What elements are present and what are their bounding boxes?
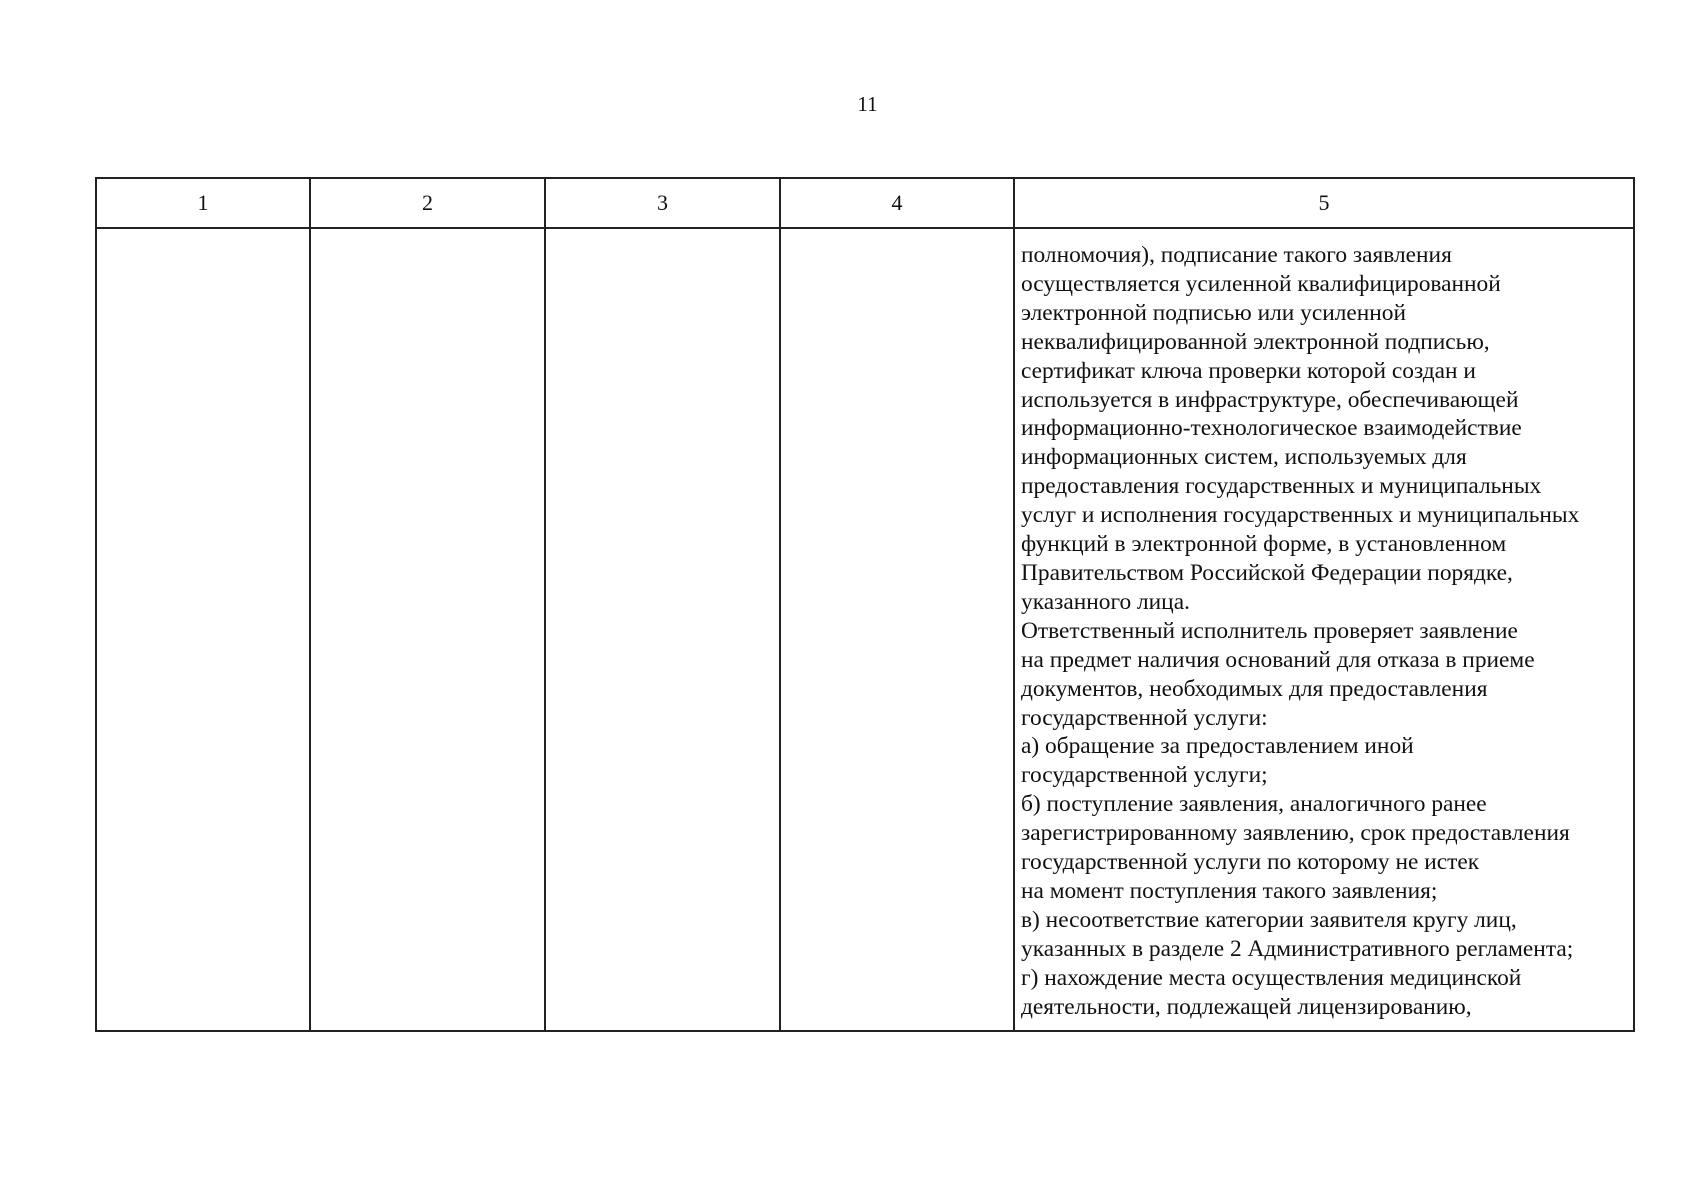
column-header-2: 2 — [310, 178, 545, 228]
text-line: в) несоответствие категории заявителя кругу лиц, — [1021, 906, 1517, 933]
table-cell-5 — [1014, 228, 1634, 1031]
text-line: б) поступление заявления, аналогичного ранее — [1021, 791, 1487, 818]
text-line: деятельности, подлежащей лицензированию, — [1021, 993, 1472, 1020]
table-cell-1 — [96, 228, 310, 1031]
regulation-table — [95, 177, 1635, 1032]
text-line: а) обращение за предоставлением иной — [1021, 733, 1414, 760]
text-line: электронной подписью или усиленной — [1021, 299, 1407, 326]
text-line: используется в инфраструктуре, обеспечивающей — [1021, 386, 1519, 413]
text-line: информационно-технологическое взаимодействие — [1021, 415, 1522, 442]
text-line: информационных систем, используемых для — [1021, 444, 1467, 471]
text-line: предоставления государственных и муниципальных — [1021, 473, 1542, 500]
column-header-4: 4 — [780, 178, 1014, 228]
text-line: осуществляется усиленной квалифицированной — [1021, 270, 1501, 297]
text-line: государственной услуги; — [1021, 762, 1268, 789]
text-line: на предмет наличия оснований для отказа в приеме — [1021, 646, 1535, 673]
text-line: на момент поступления такого заявления; — [1021, 877, 1438, 904]
text-line: документов, необходимых для предоставления — [1021, 675, 1488, 702]
table-cell-4 — [780, 228, 1014, 1031]
text-line: неквалифицированной электронной подписью, — [1021, 328, 1490, 355]
table-header-row — [96, 178, 1634, 228]
text-line: Ответственный исполнитель проверяет заявление — [1021, 617, 1518, 644]
cell-5-text — [1015, 229, 1633, 1021]
text-line: г) нахождение места осуществления медицинской — [1021, 964, 1522, 991]
column-header-3: 3 — [545, 178, 780, 228]
text-line: государственной услуги: — [1021, 704, 1268, 731]
text-line: государственной услуги по которому не истек — [1021, 849, 1480, 876]
column-header-1: 1 — [96, 178, 310, 228]
text-line: Правительством Российской Федерации порядке, — [1021, 559, 1513, 586]
text-line: зарегистрированному заявлению, срок предоставления — [1021, 820, 1570, 847]
table-cell-2 — [310, 228, 545, 1031]
text-line: сертификат ключа проверки которой создан и — [1021, 357, 1476, 384]
page-number: 11 — [857, 92, 878, 116]
text-line: полномочия), подписание такого заявления — [1021, 242, 1452, 268]
column-header-5: 5 — [1014, 178, 1634, 228]
text-line: указанных в разделе 2 Административного регламента; — [1021, 935, 1574, 962]
table-cell-3 — [545, 228, 780, 1031]
table-row — [96, 228, 1634, 1031]
text-line: указанного лица. — [1021, 588, 1190, 615]
text-line: функций в электронной форме, в установленном — [1021, 531, 1507, 558]
text-line: услуг и исполнения государственных и муниципальных — [1021, 502, 1580, 529]
